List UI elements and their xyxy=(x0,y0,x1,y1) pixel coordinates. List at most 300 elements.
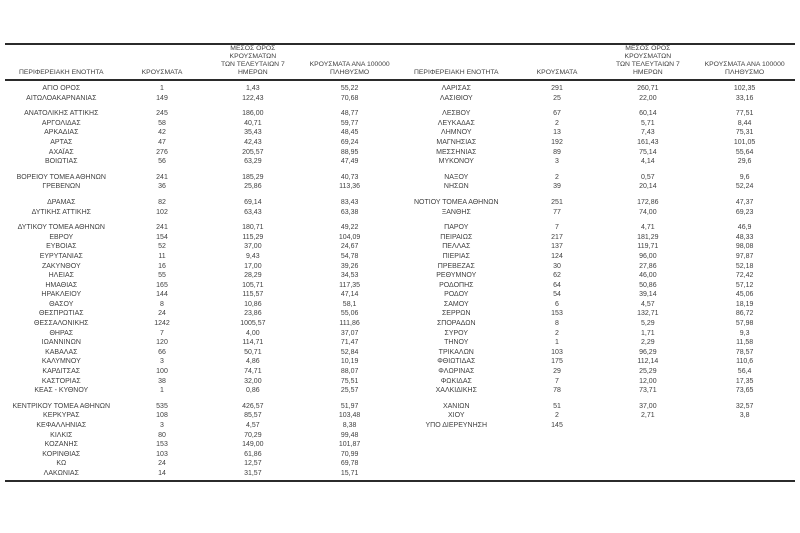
cell-avg-7day: 23,86 xyxy=(244,310,262,318)
table-row xyxy=(5,357,400,367)
row-group xyxy=(400,402,795,431)
cell-per-100k: 56,4 xyxy=(737,368,752,376)
table-row xyxy=(5,173,400,183)
table-row xyxy=(5,440,400,450)
table-row xyxy=(5,233,400,243)
cell-per-100k: 48,33 xyxy=(735,233,754,241)
table-row xyxy=(400,252,795,262)
cell-region: ΛΑΚΩΝΙΑΣ xyxy=(43,469,79,477)
cell-avg-7day: 4,00 xyxy=(246,329,260,337)
cell-cases: 36 xyxy=(158,183,166,191)
cell-avg-7day: 37,00 xyxy=(639,402,657,410)
cell-avg-7day: 63,43 xyxy=(244,208,262,216)
cell-per-100k: 57,98 xyxy=(735,320,754,328)
cell-cases: 153 xyxy=(156,441,168,449)
cell-per-100k: 58,1 xyxy=(342,300,357,308)
cell-region: ΔΥΤΙΚΗΣ ΑΤΤΙΚΗΣ xyxy=(31,208,91,216)
cell-cases: 241 xyxy=(156,224,168,232)
cell-region: ΙΩΑΝΝΙΝΩΝ xyxy=(41,339,81,347)
cell-cases: 3 xyxy=(160,358,164,366)
cell-region: ΚΑΛΥΜΝΟΥ xyxy=(41,358,81,366)
cell-avg-7day: 25,86 xyxy=(244,183,262,191)
row-group xyxy=(5,223,400,396)
table-row xyxy=(400,421,795,431)
table-row xyxy=(400,319,795,329)
table-header-left xyxy=(5,45,400,81)
cell-avg-7day: 1,71 xyxy=(641,329,655,337)
cell-avg-7day: 22,00 xyxy=(639,94,657,102)
cell-region: ΜΕΣΣΗΝΙΑΣ xyxy=(436,148,477,156)
cell-per-100k: 9,3 xyxy=(739,329,750,337)
row-group xyxy=(400,198,795,217)
cell-cases: 2 xyxy=(555,412,559,420)
cell-per-100k: 25,57 xyxy=(340,387,359,395)
cell-cases: 153 xyxy=(551,310,563,318)
cell-region: ΛΕΣΒΟΥ xyxy=(442,110,471,118)
cell-region: ΚΟΖΑΝΗΣ xyxy=(44,441,78,449)
cell-cases: 30 xyxy=(553,262,561,270)
table-row xyxy=(400,348,795,358)
cell-avg-7day: 115,57 xyxy=(242,291,264,299)
header-avg-7day: ΜΕΣΟΣ ΟΡΟΣ ΚΡΟΥΣΜΑΤΩΝ ΤΩΝ ΤΕΛΕΥΤΑΙΩΝ 7 ΗΜΕΡΩΝ xyxy=(615,45,680,76)
cell-per-100k: 51,97 xyxy=(340,402,359,410)
cell-region: ΕΒΡΟΥ xyxy=(49,233,74,241)
table-row xyxy=(400,386,795,396)
cell-cases: 103 xyxy=(551,348,563,356)
table-row xyxy=(400,109,795,119)
cell-cases: 149 xyxy=(156,94,168,102)
cell-cases: 16 xyxy=(158,262,166,270)
cell-avg-7day: 112,14 xyxy=(637,358,659,366)
cell-cases: 47 xyxy=(158,138,166,146)
cell-region: ΧΑΝΙΩΝ xyxy=(442,402,470,410)
table-row xyxy=(400,309,795,319)
table-row xyxy=(400,402,795,412)
cell-avg-7day: 69,14 xyxy=(244,198,262,206)
cell-cases: 192 xyxy=(551,138,563,146)
cell-region: ΖΑΚΥΝΘΟΥ xyxy=(41,262,81,270)
row-group xyxy=(5,109,400,167)
cell-per-100k: 103,48 xyxy=(338,412,361,420)
cell-avg-7day: 161,43 xyxy=(637,138,659,146)
cell-region: ΚΕΑΣ - ΚΥΘΝΟΥ xyxy=(34,387,89,395)
cell-cases: 3 xyxy=(160,422,164,429)
header-cases: ΚΡΟΥΣΜΑΤΑ xyxy=(141,69,183,76)
cell-per-100k: 55,22 xyxy=(340,85,359,92)
cell-cases: 67 xyxy=(553,110,561,118)
cell-avg-7day: 17,00 xyxy=(244,262,262,270)
cell-avg-7day: 4,57 xyxy=(641,300,655,308)
cell-cases: 3 xyxy=(555,158,559,166)
cell-avg-7day: 0,57 xyxy=(641,173,655,181)
table-row xyxy=(400,242,795,252)
cell-cases: 120 xyxy=(156,339,168,347)
cell-avg-7day: 7,43 xyxy=(641,129,655,137)
cell-region: ΛΕΥΚΑΔΑΣ xyxy=(437,119,475,127)
cell-per-100k: 78,57 xyxy=(735,348,754,356)
cell-cases: 52 xyxy=(158,243,166,251)
cell-cases: 535 xyxy=(156,402,168,410)
cell-avg-7day: 260,71 xyxy=(637,85,659,92)
cell-avg-7day: 114,71 xyxy=(242,339,264,347)
cell-region: ΑΡΓΟΛΙΔΑΣ xyxy=(41,119,81,127)
cell-avg-7day: 75,14 xyxy=(639,148,657,156)
table-row xyxy=(5,208,400,218)
cell-per-100k: 104,09 xyxy=(338,233,361,241)
cell-avg-7day: 60,14 xyxy=(639,110,657,118)
cell-region: ΚΩ xyxy=(56,460,67,468)
cell-avg-7day: 2,71 xyxy=(641,412,655,420)
cell-per-100k: 72,42 xyxy=(735,272,754,280)
cell-per-100k: 8,38 xyxy=(342,422,357,429)
cell-avg-7day: 12,00 xyxy=(639,377,657,385)
cell-avg-7day: 4,14 xyxy=(641,158,655,166)
cell-cases: 1 xyxy=(160,387,164,395)
table-row xyxy=(5,84,400,94)
cell-per-100k: 59,77 xyxy=(340,119,359,127)
cell-avg-7day: 2,29 xyxy=(641,339,655,347)
table-row xyxy=(400,223,795,233)
cell-region: ΠΕΙΡΑΙΩΣ xyxy=(440,233,473,241)
cell-avg-7day: 32,00 xyxy=(244,377,262,385)
cell-region: ΝΟΤΙΟΥ ΤΟΜΕΑ ΑΘΗΝΩΝ xyxy=(413,198,499,206)
table-row xyxy=(5,386,400,396)
cell-per-100k: 88,07 xyxy=(340,368,359,376)
table-header-right xyxy=(400,45,795,81)
table-row xyxy=(400,157,795,167)
cell-per-100k: 52,24 xyxy=(735,183,754,191)
row-group xyxy=(5,84,400,103)
cell-cases: 6 xyxy=(555,300,559,308)
table-row xyxy=(5,148,400,158)
cell-region: ΑΓΙΟ ΟΡΟΣ xyxy=(42,85,81,92)
cell-region: ΝΑΞΟΥ xyxy=(444,173,469,181)
cell-avg-7day: 149,00 xyxy=(242,441,264,449)
table-row xyxy=(400,329,795,339)
cell-cases: 24 xyxy=(158,310,166,318)
cell-per-100k: 75,51 xyxy=(340,377,359,385)
cell-per-100k: 17,35 xyxy=(735,377,754,385)
table-row xyxy=(400,148,795,158)
table-row xyxy=(5,252,400,262)
cell-per-100k: 32,57 xyxy=(735,402,754,410)
cell-cases: 77 xyxy=(553,208,561,216)
cell-region: ΛΑΣΙΘΙΟΥ xyxy=(439,94,473,102)
cell-region: ΑΙΤΩΛΟΑΚΑΡΝΑΝΙΑΣ xyxy=(26,94,97,102)
cell-per-100k: 37,07 xyxy=(340,329,359,337)
cell-avg-7day: 42,43 xyxy=(244,138,262,146)
table-row xyxy=(5,109,400,119)
table-row xyxy=(400,377,795,387)
cell-per-100k: 24,67 xyxy=(340,243,359,251)
cell-cases: 276 xyxy=(156,148,168,156)
cell-per-100k: 10,19 xyxy=(340,358,359,366)
cell-avg-7day: 40,71 xyxy=(244,119,262,127)
table-row xyxy=(400,338,795,348)
cell-per-100k: 110,6 xyxy=(736,358,754,366)
table-row xyxy=(5,459,400,469)
cell-avg-7day: 31,57 xyxy=(244,469,262,477)
cell-per-100k: 69,24 xyxy=(340,138,359,146)
cell-avg-7day: 122,43 xyxy=(242,94,264,102)
table-row xyxy=(400,367,795,377)
table-rows-right xyxy=(400,81,795,437)
cell-region: ΠΕΛΛΑΣ xyxy=(442,243,471,251)
cell-region: ΒΟΙΩΤΙΑΣ xyxy=(45,158,78,166)
cell-cases: 78 xyxy=(553,387,561,395)
cell-region: ΠΙΕΡΙΑΣ xyxy=(442,252,470,260)
cell-avg-7day: 5,71 xyxy=(641,119,655,127)
cell-per-100k: 54,78 xyxy=(340,252,359,260)
row-group xyxy=(400,173,795,192)
cell-per-100k: 9,6 xyxy=(739,173,750,181)
cell-cases: 2 xyxy=(555,329,559,337)
cell-cases: 175 xyxy=(551,358,563,366)
cell-per-100k: 48,45 xyxy=(340,129,359,137)
cell-avg-7day: 25,29 xyxy=(639,368,657,376)
cell-region: ΣΠΟΡΑΔΩΝ xyxy=(436,320,476,328)
table-row xyxy=(400,182,795,192)
cell-cases: 217 xyxy=(551,233,563,241)
cell-region: ΚΙΛΚΙΣ xyxy=(50,431,73,439)
cell-region: ΑΧΑΪΑΣ xyxy=(48,148,74,156)
cell-avg-7day: 426,57 xyxy=(242,402,264,410)
cell-region: ΗΡΑΚΛΕΙΟΥ xyxy=(41,291,82,299)
cell-per-100k: 8,44 xyxy=(737,119,752,127)
cell-region: ΛΗΜΝΟΥ xyxy=(441,129,472,137)
table-row xyxy=(400,119,795,129)
cell-cases: 165 xyxy=(156,281,168,289)
cell-avg-7day: 28,29 xyxy=(244,272,262,280)
table-row xyxy=(5,411,400,421)
table-row xyxy=(400,128,795,138)
cell-cases: 82 xyxy=(158,198,166,206)
cell-cases: 7 xyxy=(555,377,559,385)
cell-per-100k: 70,68 xyxy=(340,94,359,102)
cell-region: ΠΡΕΒΕΖΑΣ xyxy=(437,262,475,270)
cell-cases: 25 xyxy=(553,94,561,102)
cell-per-100k: 101,05 xyxy=(733,138,756,146)
cell-avg-7day: 20,14 xyxy=(639,183,657,191)
cell-region: ΚΕΦΑΛΛΗΝΙΑΣ xyxy=(36,422,87,429)
cell-region: ΤΡΙΚΑΛΩΝ xyxy=(438,348,474,356)
cell-per-100k: 49,22 xyxy=(340,224,359,232)
cell-cases: 124 xyxy=(551,252,563,260)
cell-cases: 13 xyxy=(553,129,561,137)
cell-cases: 7 xyxy=(555,224,559,232)
cell-avg-7day: 96,29 xyxy=(639,348,657,356)
cell-per-100k: 97,87 xyxy=(735,252,754,260)
table-row xyxy=(5,290,400,300)
table-row xyxy=(400,208,795,218)
table-row xyxy=(5,271,400,281)
cell-region: ΥΠΟ ΔΙΕΡΕΥΝΗΣΗ xyxy=(425,422,488,429)
cell-avg-7day: 39,14 xyxy=(639,291,657,299)
cell-cases: 58 xyxy=(158,119,166,127)
cell-region: ΘΗΡΑΣ xyxy=(49,329,74,337)
cell-cases: 291 xyxy=(551,85,563,92)
cell-region: ΕΥΒΟΙΑΣ xyxy=(46,243,77,251)
row-group xyxy=(400,109,795,167)
cell-avg-7day: 119,71 xyxy=(637,243,659,251)
cell-per-100k: 47,14 xyxy=(340,291,359,299)
table-row xyxy=(5,198,400,208)
cell-per-100k: 63,38 xyxy=(340,208,359,216)
table-row xyxy=(5,157,400,167)
cell-region: ΕΥΡΥΤΑΝΙΑΣ xyxy=(39,252,83,260)
cell-region: ΞΑΝΘΗΣ xyxy=(441,208,471,216)
cell-avg-7day: 1005,57 xyxy=(240,320,266,328)
cell-cases: 144 xyxy=(156,291,168,299)
cell-avg-7day: 85,57 xyxy=(244,412,262,420)
cell-per-100k: 33,16 xyxy=(735,94,754,102)
cell-cases: 11 xyxy=(158,252,166,260)
cell-region: ΑΡΤΑΣ xyxy=(50,138,73,146)
table-row xyxy=(400,233,795,243)
cell-avg-7day: 50,71 xyxy=(244,348,262,356)
cell-region: ΘΕΣΣΑΛΟΝΙΚΗΣ xyxy=(34,320,89,328)
row-group xyxy=(400,84,795,103)
cell-cases: 80 xyxy=(158,431,166,439)
cell-region: ΚΕΡΚΥΡΑΣ xyxy=(43,412,80,420)
cell-avg-7day: 61,86 xyxy=(244,450,262,458)
cell-cases: 39 xyxy=(553,183,561,191)
cell-region: ΑΡΚΑΔΙΑΣ xyxy=(44,129,79,137)
cell-cases: 108 xyxy=(156,412,168,420)
table-row xyxy=(5,450,400,460)
cell-region: ΦΘΙΩΤΙΔΑΣ xyxy=(437,358,476,366)
row-group xyxy=(5,402,400,479)
table-row xyxy=(5,182,400,192)
table-row xyxy=(400,198,795,208)
cell-per-100k xyxy=(694,421,795,431)
table-row xyxy=(5,223,400,233)
cell-per-100k: 77,51 xyxy=(735,110,754,118)
cell-cases: 100 xyxy=(156,368,168,376)
cell-avg-7day: 186,00 xyxy=(242,110,264,118)
table-row xyxy=(400,271,795,281)
table-row xyxy=(5,262,400,272)
cell-per-100k: 52,84 xyxy=(340,348,359,356)
table-row xyxy=(400,94,795,104)
cell-per-100k: 55,06 xyxy=(340,310,359,318)
cell-avg-7day: 9,43 xyxy=(246,252,260,260)
cell-region: ΣΑΜΟΥ xyxy=(443,300,469,308)
table-row xyxy=(5,367,400,377)
table-row xyxy=(5,242,400,252)
cell-cases: 62 xyxy=(553,272,561,280)
cell-cases: 8 xyxy=(555,320,559,328)
cell-per-100k: 113,36 xyxy=(339,183,361,191)
cell-cases: 241 xyxy=(156,173,168,181)
cell-cases: 245 xyxy=(156,110,168,118)
cell-region: ΦΩΚΙΔΑΣ xyxy=(440,377,472,385)
cell-avg-7day: 132,71 xyxy=(637,310,659,318)
cell-avg-7day: 1,43 xyxy=(246,85,260,92)
cell-per-100k: 102,35 xyxy=(733,85,756,92)
table-row xyxy=(400,84,795,94)
table-row xyxy=(5,138,400,148)
cell-per-100k: 101,87 xyxy=(338,441,361,449)
cell-region: ΑΝΑΤΟΛΙΚΗΣ ΑΤΤΙΚΗΣ xyxy=(24,110,99,118)
cell-avg-7day: 185,29 xyxy=(242,173,264,181)
cell-per-100k: 69,23 xyxy=(735,208,754,216)
cell-region: ΤΗΝΟΥ xyxy=(444,339,469,347)
cell-per-100k: 99,48 xyxy=(340,431,359,439)
cell-per-100k: 46,9 xyxy=(737,224,752,232)
cell-cases: 14 xyxy=(158,469,166,477)
table-row xyxy=(5,338,400,348)
cell-per-100k: 52,18 xyxy=(735,262,754,270)
cell-region: ΚΕΝΤΡΙΚΟΥ ΤΟΜΕΑ ΑΘΗΝΩΝ xyxy=(12,402,111,410)
cell-avg-7day: 73,71 xyxy=(639,387,657,395)
cell-region: ΛΑΡΙΣΑΣ xyxy=(441,85,471,92)
cell-per-100k: 39,26 xyxy=(340,262,359,270)
row-group xyxy=(400,223,795,396)
table-row xyxy=(5,431,400,441)
cell-avg-7day: 4,71 xyxy=(641,224,655,232)
cell-region: ΗΛΕΙΑΣ xyxy=(48,272,74,280)
header-per-100k: ΚΡΟΥΣΜΑΤΑ ΑΝΑ 100000 ΠΛΗΘΥΣΜΟ xyxy=(309,61,390,76)
cell-per-100k: 86,72 xyxy=(735,310,754,318)
cell-avg-7day: 115,29 xyxy=(242,233,264,241)
cell-cases: 154 xyxy=(156,233,168,241)
cell-region: ΗΜΑΘΙΑΣ xyxy=(45,281,78,289)
cell-per-100k: 45,06 xyxy=(735,291,754,299)
cell-avg-7day: 35,43 xyxy=(244,129,262,137)
table-left-half xyxy=(5,45,400,480)
table-row xyxy=(5,348,400,358)
cell-avg-7day: 4,57 xyxy=(246,422,260,429)
table-row xyxy=(5,402,400,412)
table-row xyxy=(400,300,795,310)
cell-region: ΠΑΡΟΥ xyxy=(444,224,469,232)
header-avg-7day: ΜΕΣΟΣ ΟΡΟΣ ΚΡΟΥΣΜΑΤΩΝ ΤΩΝ ΤΕΛΕΥΤΑΙΩΝ 7 ΗΜΕΡΩΝ xyxy=(220,45,285,76)
cell-cases: 56 xyxy=(158,158,166,166)
cell-avg-7day: 37,00 xyxy=(244,243,262,251)
cell-region: ΜΑΓΝΗΣΙΑΣ xyxy=(436,138,477,146)
cell-avg-7day: 205,57 xyxy=(242,148,264,156)
cell-region: ΚΑΡΔΙΤΣΑΣ xyxy=(42,368,81,376)
table-row xyxy=(400,262,795,272)
cell-avg-7day xyxy=(601,421,694,431)
cell-per-100k: 69,78 xyxy=(340,460,359,468)
cell-per-100k: 15,71 xyxy=(340,469,359,477)
cell-per-100k: 29,6 xyxy=(737,158,752,166)
cell-region: ΓΡΕΒΕΝΩΝ xyxy=(42,183,81,191)
cell-avg-7day: 27,86 xyxy=(639,262,657,270)
cell-region: ΣΕΡΡΩΝ xyxy=(441,310,471,318)
cell-avg-7day: 10,86 xyxy=(244,300,262,308)
cell-per-100k: 57,12 xyxy=(735,281,754,289)
cell-per-100k: 18,19 xyxy=(735,300,754,308)
table-row xyxy=(5,319,400,329)
cell-avg-7day: 181,29 xyxy=(637,233,659,241)
cell-per-100k: 75,31 xyxy=(735,129,754,137)
cell-region: ΣΥΡΟΥ xyxy=(444,329,469,337)
cell-cases: 89 xyxy=(553,148,561,156)
table-row xyxy=(400,290,795,300)
cell-cases: 55 xyxy=(158,272,166,280)
cell-region: ΡΟΔΟΥ xyxy=(444,291,469,299)
table-row xyxy=(5,469,400,479)
row-group xyxy=(5,198,400,217)
cell-per-100k: 55,64 xyxy=(735,148,754,156)
table-row xyxy=(400,411,795,421)
table-row xyxy=(400,138,795,148)
cell-region: ΝΗΣΩΝ xyxy=(443,183,469,191)
cell-avg-7day: 74,00 xyxy=(639,208,657,216)
